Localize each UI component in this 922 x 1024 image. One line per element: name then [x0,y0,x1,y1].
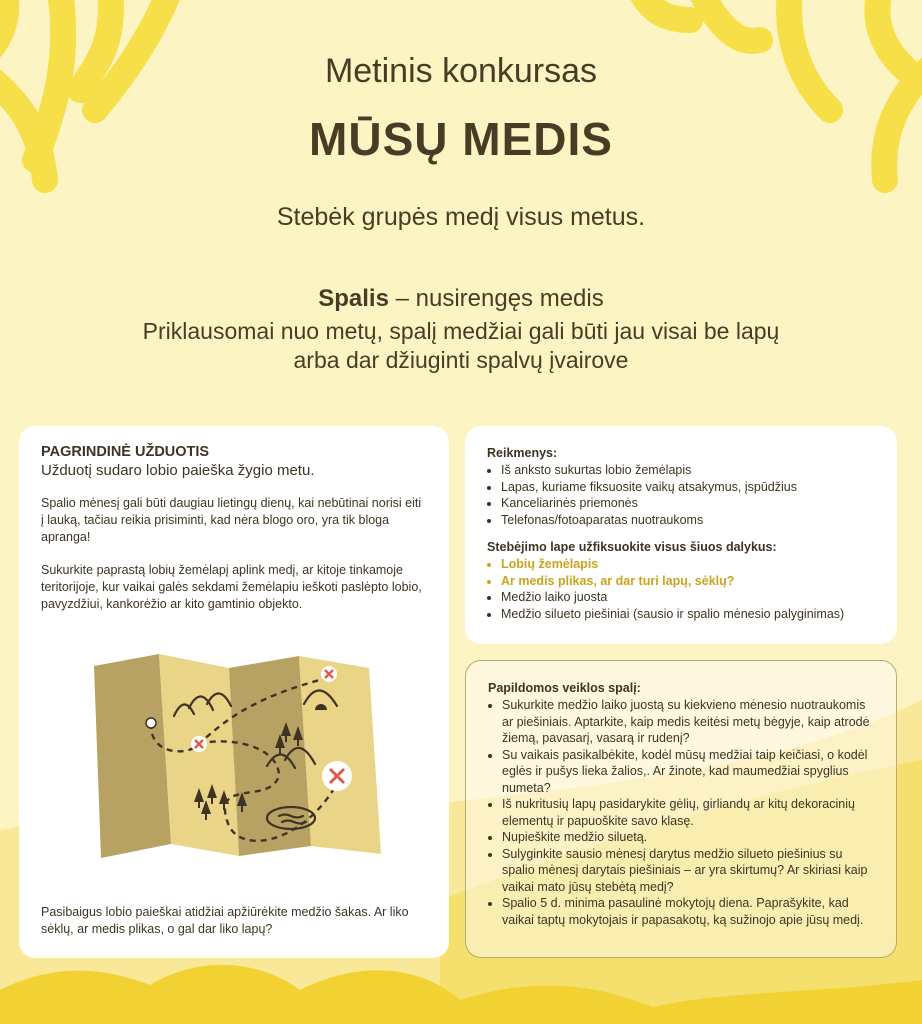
month-suffix: – nusirengęs medis [388,285,604,312]
list-item: • Nupieškite medžio siluetą. [502,829,874,846]
page-subtitle: Metinis konkursas [324,52,598,90]
list-item: • Lapas, kuriame fiksuosite vaikų atsakymus, įspūdžius [501,479,875,496]
month-description [0,317,922,375]
main-task-card [19,426,449,958]
page-title: MŪSŲ MEDIS [309,113,613,165]
observation-list [487,556,875,622]
requirements-heading: Reikmenys: [487,446,558,460]
month-desc-line-2: arba dar džiuginti spalvų įvairove [293,347,629,373]
requirements-list [487,462,875,528]
tagline: Stebėk grupės medį visus metus. [276,203,646,231]
main-task-paragraph-1: Spalio mėnesį gali būti daugiau lietingų dienų, kai nebūtinai norisi eiti į lauką, tačiau reikia prisiminti, kad nėra blogo oro, yra tik bloga apranga! [41,496,422,544]
month-heading [0,285,922,313]
list-item: • Kanceliarinės priemonės [501,495,875,512]
list-item: • Medžio silueto piešiniai (sausio ir spalio mėnesio palyginimas) [501,606,875,623]
requirements-card [465,426,897,644]
list-item: • Iš nukritusių lapų pasidarykite gėlių, girliandų ar kitų dekoracinių elementų ir papuoškite savo klasę. [502,796,874,829]
list-item: • Telefonas/fotoaparatas nuotraukoms [501,512,875,529]
extra-list [488,697,874,928]
extra-heading: Papildomos veiklos spalį: [488,681,641,695]
observation-heading: Stebėjimo lape užfiksuokite visus šiuos dalykus: [487,540,777,554]
list-item: • Iš anksto sukurtas lobio žemėlapis [501,462,875,479]
month-desc-line-1: Priklausomai nuo metų, spalį medžiai gali būti jau visai be lapų [142,318,780,344]
treasure-map-illustration [79,626,399,876]
main-task-paragraph-2: Sukurkite paprastą lobių žemėlapį aplink medį, ar kitoje tinkamoje teritorijoje, kur vaikai galės sekdami žemėlapiu ieškoti paslėpto lobio, pavyzdžiui, kankorėžio ar kito gamtinio objekto. [41,563,422,611]
list-item: • Ar medis plikas, ar dar turi lapų, sėklų? [501,573,875,590]
month-name: Spalis [318,285,389,312]
list-item: • Su vaikais pasikalbėkite, kodėl mūsų medžiai taip keičiasi, o kodėl eglės ir pušys lieka žalios,. Ar žinote, kad maumedžiai spyglius numeta? [502,747,874,797]
main-task-heading: PAGRINDINĖ UŽDUOTIS [41,444,210,460]
list-item: • Medžio laiko juosta [501,589,875,606]
list-item: • Spalio 5 d. minima pasaulinė mokytojų diena. Paprašykite, kad vaikai taptų mokytojais ir papasakotų, ką sužinojo apie jūsų medį. [502,895,874,928]
main-task-paragraph-3: Pasibaigus lobio paieškai atidžiai apžiūrėkite medžio šakas. Ar liko sėklų, ar medis plikas, o gal dar liko lapų? [41,905,409,936]
main-task-lead: Užduotį sudaro lobio paieška žygio metu. [41,462,315,479]
list-item: • Lobių žemėlapis [501,556,875,573]
list-item: • Sukurkite medžio laiko juostą su kiekvieno mėnesio nuotraukomis ar piešiniais. Aptarkite, kaip medis keitėsi metų bėgyje, kaip atrodė žiemą, pavasarį, vasarą ir rudenį? [502,697,874,747]
list-item: • Sulyginkite sausio mėnesį darytus medžio silueto piešinius su spalio mėnesį darytais piešiniais – ar yra skirtumų? Ar skiriasi kaip vaikai mato jūsų stebėtą medį? [502,846,874,896]
extra-activities-card [465,660,897,958]
